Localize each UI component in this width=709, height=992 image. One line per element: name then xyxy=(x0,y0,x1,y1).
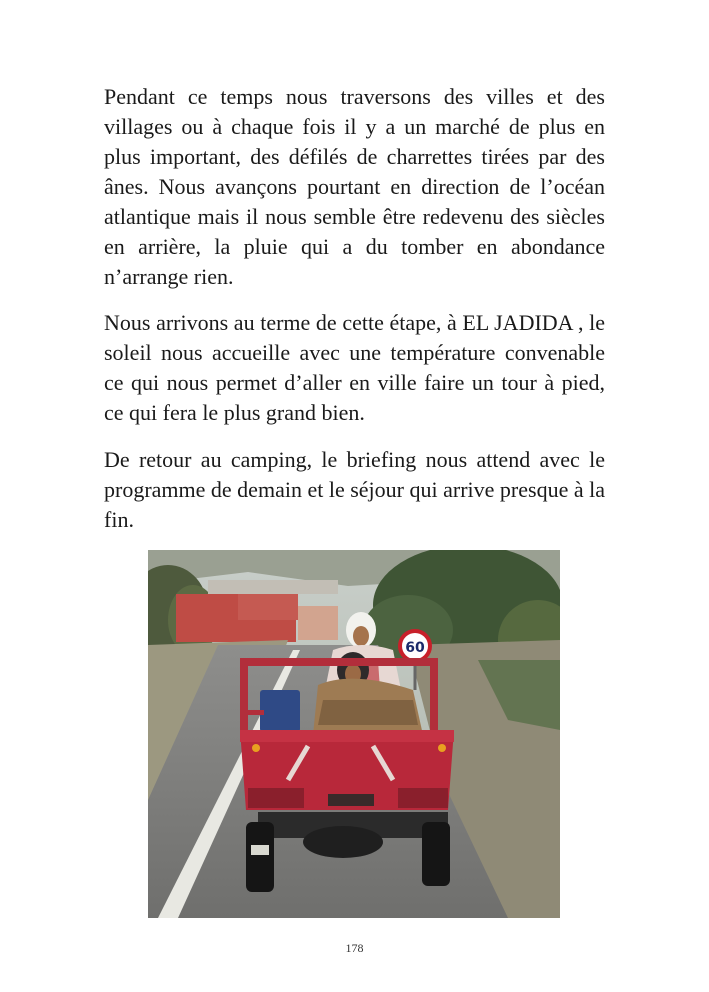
paragraph-1 xyxy=(104,82,605,306)
paragraph-2 xyxy=(104,308,605,442)
speed-sign-text: 60 xyxy=(405,640,425,656)
page-number: 178 xyxy=(345,941,364,955)
paragraph-text: Nous arrivons au terme de cette étape, à EL JADIDA , le soleil nous accueille avec une température convenable ce qui nous permet d’aller en ville faire un tour à pied, ce qui fera le plus grand bien. xyxy=(104,310,605,425)
road-photo xyxy=(148,550,560,918)
paragraph-3 xyxy=(104,445,605,549)
paragraph-text: De retour au camping, le briefing nous attend avec le programme de demain et le séjour qui arrive presque à la fin. xyxy=(104,447,605,532)
paragraph-text: Pendant ce temps nous traversons des villes et des villages ou à chaque fois il y a un marché de plus en plus important, des défilés de charrettes tirées par des ânes. Nous avançons pourtant en direction de l’océan atlantique mais il nous semble être redevenu des siècles en arrière, la pluie qui a du tomber en abondance n’arrange rien. xyxy=(104,84,605,289)
